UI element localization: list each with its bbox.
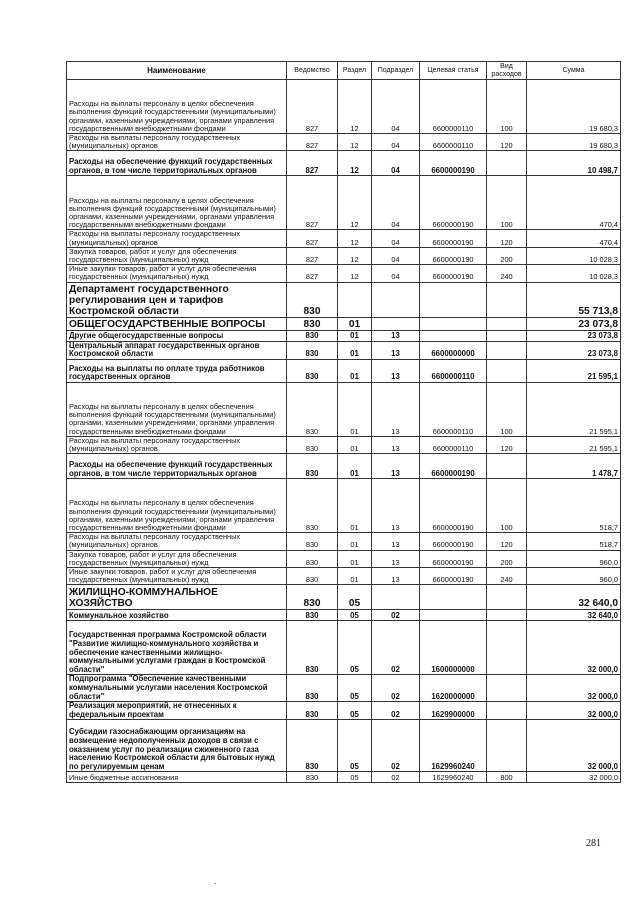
- table-row: [67, 479, 621, 533]
- row-podrazdel: 02: [372, 675, 420, 702]
- row-razdel: 01: [338, 479, 372, 533]
- row-podrazdel: 13: [372, 479, 420, 533]
- row-summa: 518,7: [527, 479, 621, 533]
- row-razdel: 05: [338, 720, 372, 772]
- row-vid-rashodov: 100: [487, 382, 527, 436]
- row-name: ОБЩЕГОСУДАРСТВЕННЫЕ ВОПРОСЫ: [67, 317, 287, 330]
- row-razdel: [338, 282, 372, 317]
- row-razdel: 01: [338, 454, 372, 479]
- row-celevaya-statya: 1629900000: [420, 702, 487, 720]
- row-vid-rashodov: 100: [487, 479, 527, 533]
- row-name: Расходы на выплаты персоналу государственных (муниципальных) органов: [67, 134, 287, 151]
- row-podrazdel: 13: [372, 436, 420, 453]
- row-vid-rashodov: 800: [487, 772, 527, 783]
- row-podrazdel: 04: [372, 265, 420, 282]
- row-vedomstvo: 827: [287, 80, 338, 134]
- row-razdel: 05: [338, 702, 372, 720]
- row-vedomstvo: 830: [287, 317, 338, 330]
- row-vedomstvo: 830: [287, 533, 338, 550]
- table-row: [67, 621, 621, 675]
- row-summa: 960,0: [527, 568, 621, 585]
- row-name: Расходы на выплаты персоналу государственных (муниципальных) органов: [67, 230, 287, 247]
- row-celevaya-statya: 6600000110: [420, 359, 487, 382]
- row-razdel: 01: [338, 550, 372, 567]
- row-name: Расходы на выплаты персоналу в целях обеспечения выполнения функций государственными (муниципальными) органами, казенными учреждениями, органами управления государственными внебюджетными фондами: [67, 176, 287, 230]
- row-summa: 19 680,3: [527, 80, 621, 134]
- row-podrazdel: 13: [372, 454, 420, 479]
- row-summa: 32 000,0: [527, 675, 621, 702]
- header-vedomstvo: Ведомство: [287, 62, 338, 80]
- row-celevaya-statya: [420, 585, 487, 610]
- row-podrazdel: [372, 317, 420, 330]
- row-podrazdel: 02: [372, 621, 420, 675]
- row-vedomstvo: 827: [287, 265, 338, 282]
- table-row: [67, 382, 621, 436]
- table-row: [67, 134, 621, 151]
- row-summa: 32 000,0: [527, 702, 621, 720]
- row-name: Иные закупки товаров, работ и услуг для обеспечения государственных (муниципальных) нужд: [67, 265, 287, 282]
- row-celevaya-statya: 6600000110: [420, 382, 487, 436]
- row-razdel: 05: [338, 610, 372, 621]
- header-celevaya-statya: Целевая статья: [420, 62, 487, 80]
- row-podrazdel: 13: [372, 568, 420, 585]
- header-summa: Сумма: [527, 62, 621, 80]
- row-vid-rashodov: [487, 621, 527, 675]
- row-vid-rashodov: [487, 454, 527, 479]
- table-row: [67, 151, 621, 176]
- row-name: Департамент государственного регулирования цен и тарифов Костромской области: [67, 282, 287, 317]
- table-row: [67, 330, 621, 341]
- table-header-row: [67, 62, 621, 80]
- row-vedomstvo: 830: [287, 675, 338, 702]
- row-vid-rashodov: [487, 359, 527, 382]
- row-podrazdel: [372, 585, 420, 610]
- row-podrazdel: 13: [372, 533, 420, 550]
- scan-mark: [214, 883, 216, 884]
- row-razdel: 01: [338, 330, 372, 341]
- row-summa: 21 595,1: [527, 436, 621, 453]
- row-name: Закупка товаров, работ и услуг для обеспечения государственных (муниципальных) нужд: [67, 550, 287, 567]
- row-vedomstvo: 830: [287, 436, 338, 453]
- row-summa: 21 595,1: [527, 382, 621, 436]
- row-summa: 10 498,7: [527, 151, 621, 176]
- row-summa: 55 713,8: [527, 282, 621, 317]
- row-celevaya-statya: 6600000110: [420, 436, 487, 453]
- row-vedomstvo: 830: [287, 702, 338, 720]
- header-name: Наименование: [67, 62, 287, 80]
- table-row: [67, 702, 621, 720]
- row-celevaya-statya: 6600000190: [420, 568, 487, 585]
- table-row: [67, 550, 621, 567]
- row-podrazdel: 04: [372, 247, 420, 264]
- row-vedomstvo: 830: [287, 610, 338, 621]
- table-row: [67, 610, 621, 621]
- row-podrazdel: 04: [372, 230, 420, 247]
- row-podrazdel: 04: [372, 134, 420, 151]
- row-celevaya-statya: 6600000190: [420, 230, 487, 247]
- row-summa: 1 478,7: [527, 454, 621, 479]
- row-vid-rashodov: [487, 317, 527, 330]
- row-vedomstvo: 830: [287, 341, 338, 359]
- row-name: Расходы на выплаты персоналу государственных (муниципальных) органов: [67, 533, 287, 550]
- row-celevaya-statya: 6600000190: [420, 151, 487, 176]
- row-podrazdel: 13: [372, 382, 420, 436]
- row-razdel: 12: [338, 80, 372, 134]
- row-podrazdel: 02: [372, 772, 420, 783]
- row-celevaya-statya: 1620000000: [420, 675, 487, 702]
- row-name: Расходы на обеспечение функций государственных органов, в том числе территориальных органов: [67, 151, 287, 176]
- row-razdel: 01: [338, 533, 372, 550]
- table-row: [67, 282, 621, 317]
- row-vedomstvo: 827: [287, 247, 338, 264]
- row-celevaya-statya: 6600000190: [420, 533, 487, 550]
- row-podrazdel: 13: [372, 341, 420, 359]
- row-vedomstvo: 830: [287, 621, 338, 675]
- row-name: Иные закупки товаров, работ и услуг для обеспечения государственных (муниципальных) нужд: [67, 568, 287, 585]
- row-vedomstvo: 830: [287, 568, 338, 585]
- row-summa: 32 000,0: [527, 772, 621, 783]
- row-podrazdel: 04: [372, 80, 420, 134]
- row-vid-rashodov: 120: [487, 134, 527, 151]
- row-celevaya-statya: 6600000190: [420, 454, 487, 479]
- row-podrazdel: 13: [372, 330, 420, 341]
- row-vid-rashodov: [487, 675, 527, 702]
- row-name: Иные бюджетные ассигнования: [67, 772, 287, 783]
- row-razdel: 12: [338, 230, 372, 247]
- row-vid-rashodov: [487, 341, 527, 359]
- row-razdel: 01: [338, 382, 372, 436]
- row-name: Другие общегосударственные вопросы: [67, 330, 287, 341]
- row-vid-rashodov: [487, 151, 527, 176]
- row-summa: 32 000,0: [527, 720, 621, 772]
- row-podrazdel: [372, 282, 420, 317]
- row-vedomstvo: 830: [287, 454, 338, 479]
- table-row: [67, 533, 621, 550]
- row-celevaya-statya: 1600000000: [420, 621, 487, 675]
- row-vedomstvo: 830: [287, 550, 338, 567]
- row-vedomstvo: 830: [287, 359, 338, 382]
- row-razdel: 05: [338, 585, 372, 610]
- table-row: [67, 585, 621, 610]
- row-name: Расходы на выплаты по оплате труда работников государственных органов: [67, 359, 287, 382]
- row-razdel: 12: [338, 151, 372, 176]
- row-vedomstvo: 827: [287, 230, 338, 247]
- row-vedomstvo: 827: [287, 134, 338, 151]
- row-vedomstvo: 830: [287, 720, 338, 772]
- row-name: Государственная программа Костромской области "Развитие жилищно-коммунального хозяйства и обеспечение качественными жилищно-коммунальными услугами граждан в Костромской области": [67, 621, 287, 675]
- row-vid-rashodov: 120: [487, 533, 527, 550]
- page-number: 281: [586, 838, 601, 849]
- row-name: Расходы на выплаты персоналу в целях обеспечения выполнения функций государственными (муниципальными) органами, казенными учреждениями, органами управления государственными внебюджетными фондами: [67, 479, 287, 533]
- row-name: Закупка товаров, работ и услуг для обеспечения государственных (муниципальных) нужд: [67, 247, 287, 264]
- row-podrazdel: 13: [372, 550, 420, 567]
- row-name: Расходы на обеспечение функций государственных органов, в том числе территориальных органов: [67, 454, 287, 479]
- row-razdel: 12: [338, 265, 372, 282]
- row-vedomstvo: 830: [287, 330, 338, 341]
- row-name: Расходы на выплаты персоналу в целях обеспечения выполнения функций государственными (муниципальными) органами, казенными учреждениями, органами управления государственными внебюджетными фондами: [67, 382, 287, 436]
- row-razdel: 05: [338, 675, 372, 702]
- row-razdel: 01: [338, 568, 372, 585]
- header-podrazdel: Подраздел: [372, 62, 420, 80]
- row-name: Субсидии газоснабжающим организациям на возмещение недополученных доходов в связи с оказанием услуг по реализации сжиженного газа населению Костромской области для бытовых нужд по регулируемым ценам: [67, 720, 287, 772]
- row-vedomstvo: 830: [287, 585, 338, 610]
- table-row: [67, 675, 621, 702]
- row-summa: 23 073,8: [527, 341, 621, 359]
- row-podrazdel: 13: [372, 359, 420, 382]
- row-name: Подпрограмма "Обеспечение качественными коммунальными услугами населения Костромской области": [67, 675, 287, 702]
- row-summa: 10 028,3: [527, 265, 621, 282]
- row-vedomstvo: 830: [287, 772, 338, 783]
- table-row: [67, 454, 621, 479]
- row-celevaya-statya: 6600000110: [420, 134, 487, 151]
- row-vid-rashodov: 120: [487, 436, 527, 453]
- row-celevaya-statya: 6600000190: [420, 479, 487, 533]
- row-podrazdel: 02: [372, 720, 420, 772]
- row-name: Реализация мероприятий, не отнесенных к федеральным проектам: [67, 702, 287, 720]
- row-vedomstvo: 830: [287, 479, 338, 533]
- row-celevaya-statya: [420, 317, 487, 330]
- row-name: Расходы на выплаты персоналу в целях обеспечения выполнения функций государственными (муниципальными) органами, казенными учреждениями, органами управления государственными внебюджетными фондами: [67, 80, 287, 134]
- row-summa: 960,0: [527, 550, 621, 567]
- row-podrazdel: 02: [372, 610, 420, 621]
- table-row: [67, 247, 621, 264]
- row-vid-rashodov: 100: [487, 176, 527, 230]
- row-celevaya-statya: 6600000000: [420, 341, 487, 359]
- row-name: ЖИЛИЩНО-КОММУНАЛЬНОЕ ХОЗЯЙСТВО: [67, 585, 287, 610]
- row-vid-rashodov: 240: [487, 568, 527, 585]
- row-podrazdel: 04: [372, 176, 420, 230]
- row-vid-rashodov: 200: [487, 550, 527, 567]
- table-row: [67, 720, 621, 772]
- table-row: [67, 265, 621, 282]
- row-celevaya-statya: 1629960240: [420, 720, 487, 772]
- row-celevaya-statya: 1629960240: [420, 772, 487, 783]
- row-celevaya-statya: 6600000190: [420, 247, 487, 264]
- row-summa: 470,4: [527, 176, 621, 230]
- table-row: [67, 317, 621, 330]
- row-razdel: 01: [338, 317, 372, 330]
- row-razdel: 12: [338, 247, 372, 264]
- table-row: [67, 359, 621, 382]
- row-vid-rashodov: 120: [487, 230, 527, 247]
- row-vedomstvo: 827: [287, 151, 338, 176]
- row-summa: 470,4: [527, 230, 621, 247]
- row-celevaya-statya: 6600000190: [420, 265, 487, 282]
- row-vid-rashodov: 200: [487, 247, 527, 264]
- budget-table: [66, 61, 621, 783]
- row-razdel: 05: [338, 621, 372, 675]
- row-razdel: 01: [338, 359, 372, 382]
- row-razdel: 12: [338, 134, 372, 151]
- row-razdel: 05: [338, 772, 372, 783]
- table-row: [67, 80, 621, 134]
- row-razdel: 12: [338, 176, 372, 230]
- row-vid-rashodov: 240: [487, 265, 527, 282]
- table-row: [67, 176, 621, 230]
- row-celevaya-statya: 6600000190: [420, 176, 487, 230]
- row-vedomstvo: 827: [287, 176, 338, 230]
- row-summa: 32 000,0: [527, 621, 621, 675]
- row-celevaya-statya: [420, 610, 487, 621]
- row-name: Расходы на выплаты персоналу государственных (муниципальных) органов: [67, 436, 287, 453]
- header-vid-rashodov: Вид расходов: [487, 62, 527, 80]
- row-name: Центральный аппарат государственных органов Костромской области: [67, 341, 287, 359]
- row-summa: 10 028,3: [527, 247, 621, 264]
- row-summa: 23 073,8: [527, 330, 621, 341]
- row-summa: 32 640,0: [527, 585, 621, 610]
- row-summa: 19 680,3: [527, 134, 621, 151]
- table-row: [67, 436, 621, 453]
- row-vid-rashodov: [487, 702, 527, 720]
- table-row: [67, 341, 621, 359]
- row-summa: 23 073,8: [527, 317, 621, 330]
- row-podrazdel: 04: [372, 151, 420, 176]
- row-vid-rashodov: 100: [487, 80, 527, 134]
- row-razdel: 01: [338, 341, 372, 359]
- row-razdel: 01: [338, 436, 372, 453]
- row-name: Коммунальное хозяйство: [67, 610, 287, 621]
- header-razdel: Раздел: [338, 62, 372, 80]
- row-summa: 518,7: [527, 533, 621, 550]
- row-summa: 32 640,0: [527, 610, 621, 621]
- row-summa: 21 595,1: [527, 359, 621, 382]
- row-celevaya-statya: [420, 282, 487, 317]
- row-vid-rashodov: [487, 330, 527, 341]
- row-vedomstvo: 830: [287, 382, 338, 436]
- row-vid-rashodov: [487, 585, 527, 610]
- table-row: [67, 772, 621, 783]
- row-vid-rashodov: [487, 282, 527, 317]
- row-celevaya-statya: 6600000190: [420, 550, 487, 567]
- row-podrazdel: 02: [372, 702, 420, 720]
- row-celevaya-statya: 6600000110: [420, 80, 487, 134]
- table-row: [67, 568, 621, 585]
- row-vid-rashodov: [487, 610, 527, 621]
- row-vid-rashodov: [487, 720, 527, 772]
- row-celevaya-statya: [420, 330, 487, 341]
- row-vedomstvo: 830: [287, 282, 338, 317]
- table-row: [67, 230, 621, 247]
